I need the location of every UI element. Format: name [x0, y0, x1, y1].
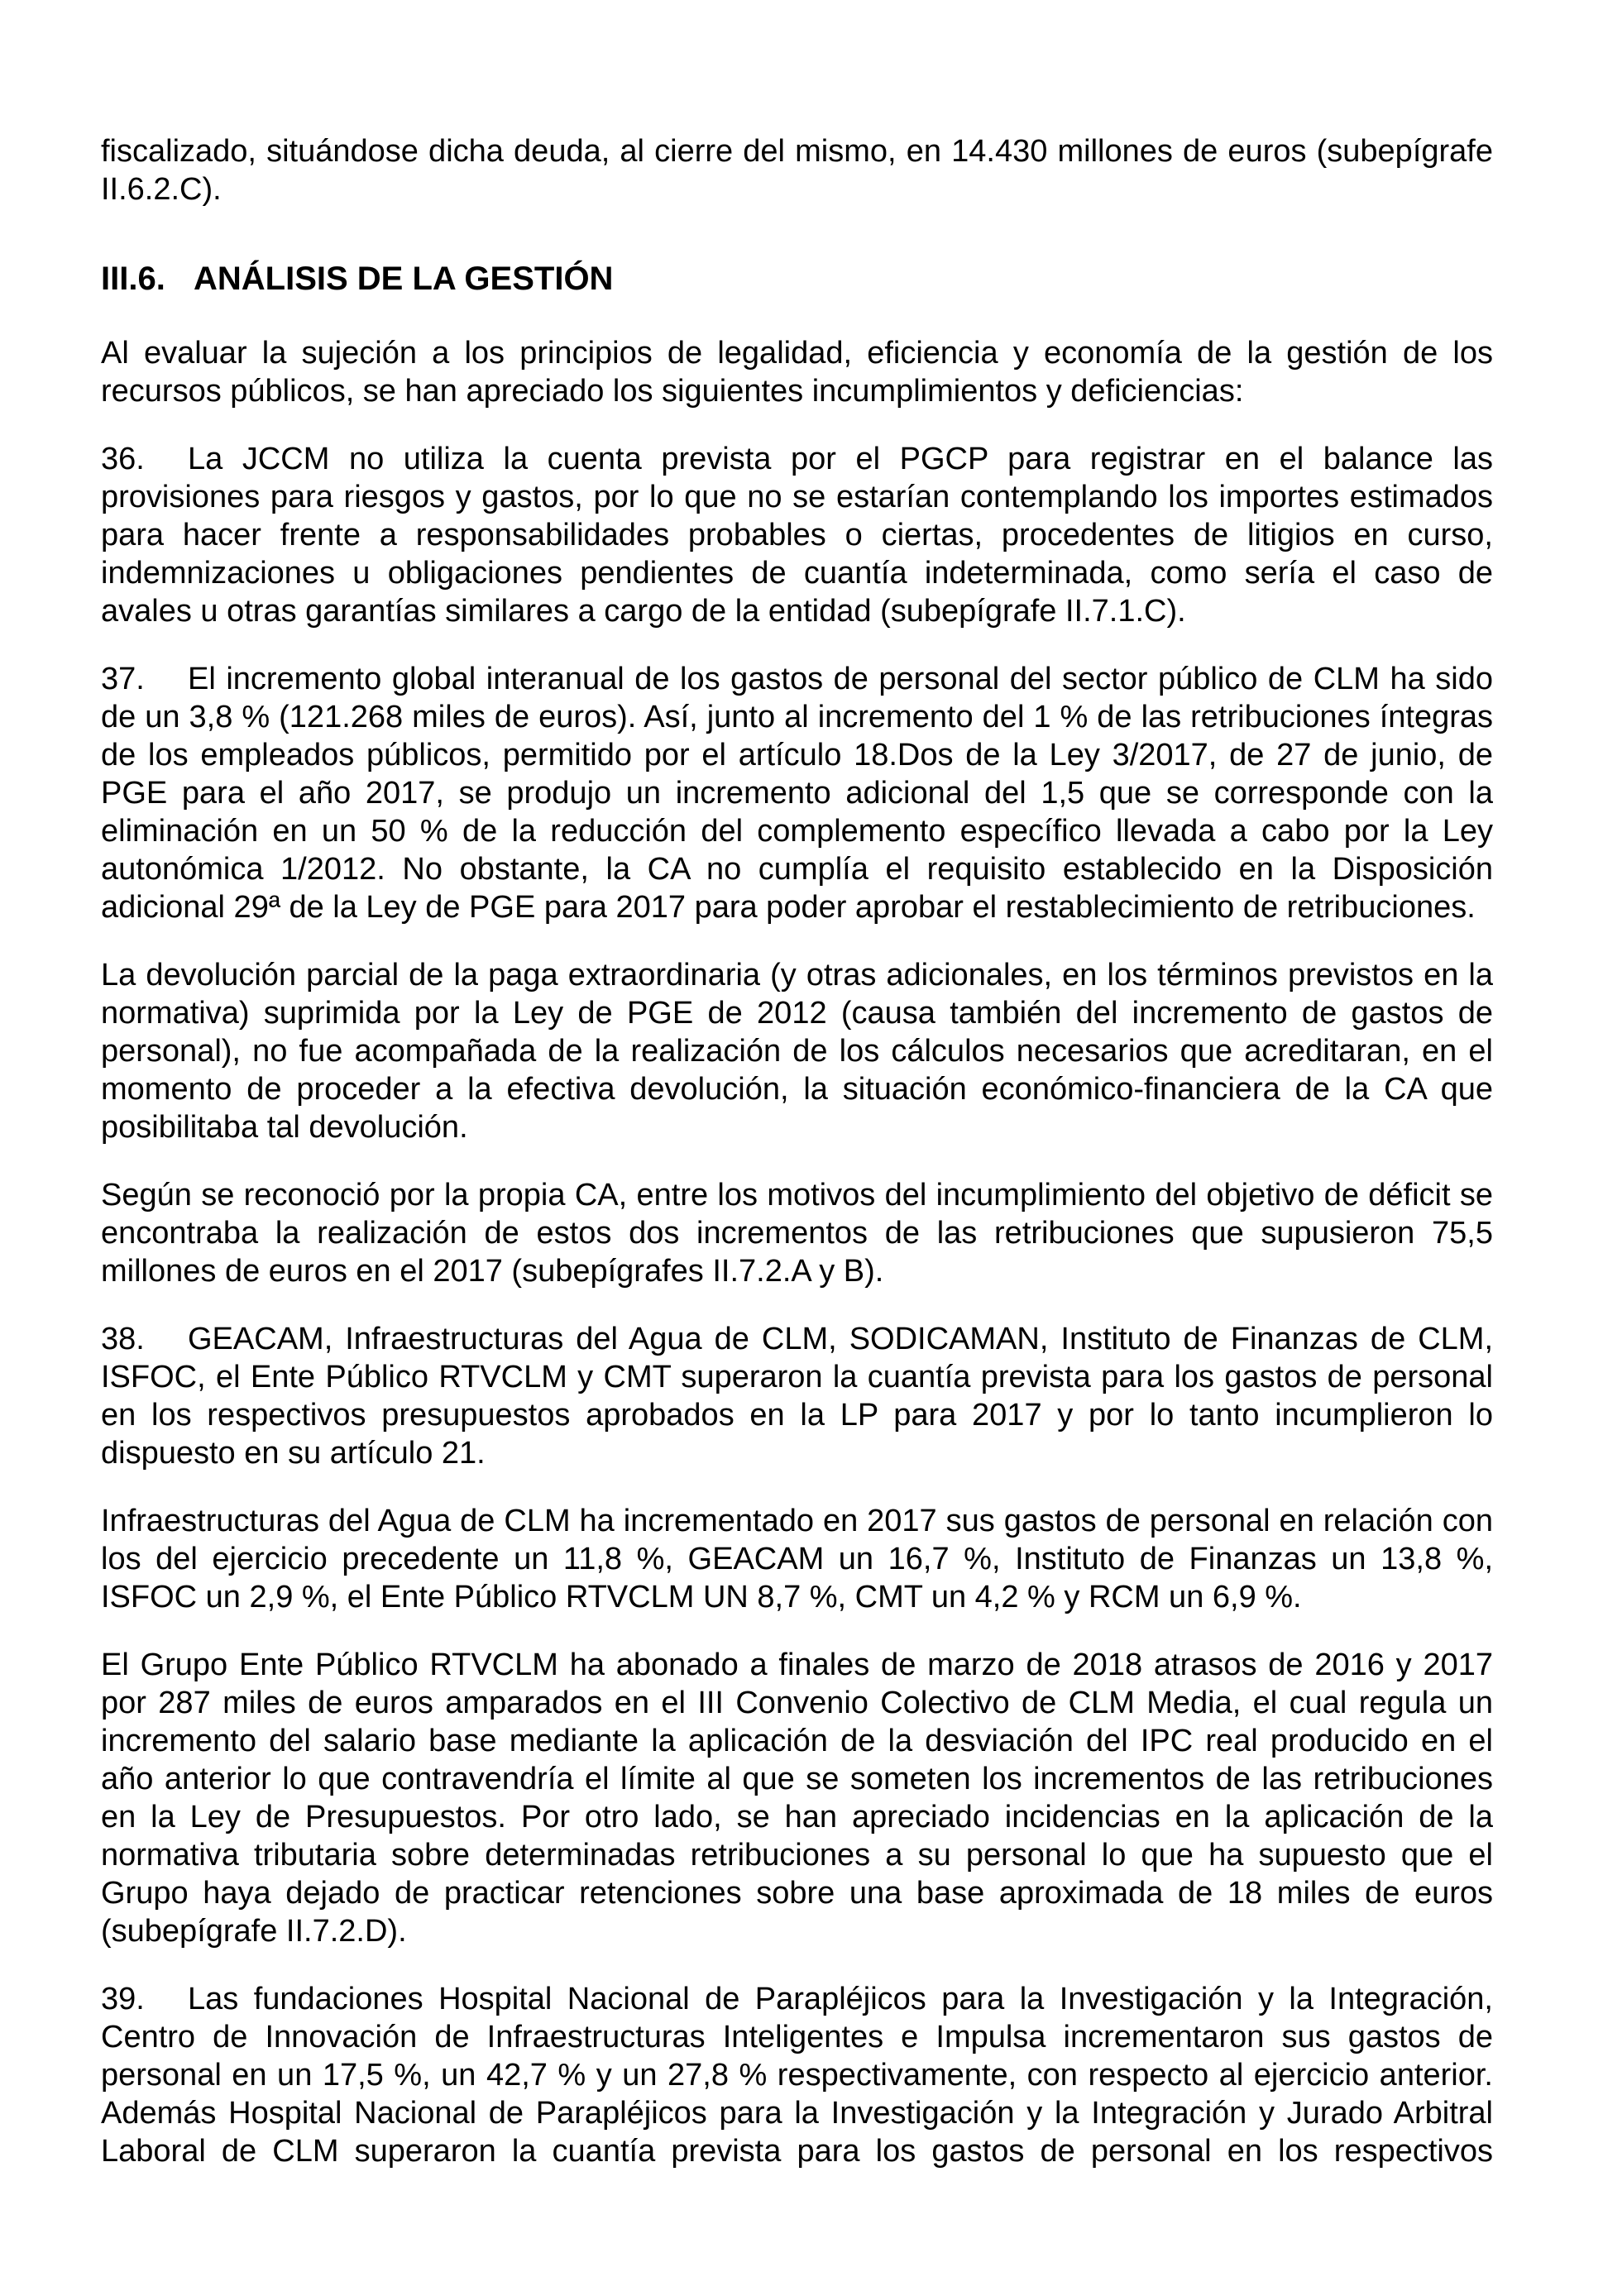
- paragraph-text: Las fundaciones Hospital Nacional de Parapléjicos para la Investigación y la Integración, Centro de Innovación de Infraestructuras Inteligentes e Impulsa incrementaron sus gastos de personal en un 17,5 %, un 42,7 % y un 27,8 % respectivamente, con respecto al ejercicio anterior. Además Hospital Nacional de Parapléjicos para la Investigación y la Integración y Jurado Arbitral Laboral de CLM superaron la cuantía prevista para los gastos de personal en los respectivos: [101, 1982, 1493, 2169]
- numbered-paragraph-39: [101, 1980, 1493, 2170]
- section-heading-number: III.6.: [101, 261, 165, 297]
- paragraph-number: 38.: [101, 1322, 145, 1356]
- paragraph-intro-continuation: [101, 132, 1493, 208]
- paragraph-devolucion: [101, 956, 1493, 1146]
- paragraph-segun: [101, 1176, 1493, 1290]
- section-heading-title: ANÁLISIS DE LA GESTIÓN: [194, 261, 614, 297]
- paragraph-text: GEACAM, Infraestructuras del Agua de CLM, SODICAMAN, Instituto de Finanzas de CLM, ISFOC, el Ente Público RTVCLM y CMT superaron la cuantía prevista para los gastos de personal en los respectivos presupuestos aprobados en la LP para 2017 y por lo tanto incumplieron lo dispuesto en su artículo 21.: [101, 1322, 1493, 1471]
- paragraph-number: 37.: [101, 662, 145, 696]
- numbered-paragraph-38: [101, 1320, 1493, 1472]
- paragraph-text: Al evaluar la sujeción a los principios de legalidad, eficiencia y economía de la gestión de los recursos públicos, se han apreciado los siguientes incumplimientos y deficiencias:: [101, 336, 1493, 409]
- paragraph-text: El incremento global interanual de los gastos de personal del sector público de CLM ha sido de un 3,8 % (121.268 miles de euros). Así, junto al incremento del 1 % de las retribuciones íntegras de los empleados públicos, permitido por el artículo 18.Dos de la Ley 3/2017, de 27 de junio, de PGE para el año 2017, se produjo un incremento adicional del 1,5 que se corresponde con la eliminación en un 50 % de la reducción del complemento específico llevada a cabo por la Ley autonómica 1/2012. No obstante, la CA no cumplía el requisito establecido en la Disposición adicional 29ª de la Ley de PGE para 2017 para poder aprobar el restablecimiento de retribuciones.: [101, 662, 1493, 925]
- paragraph-text: fiscalizado, situándose dicha deuda, al cierre del mismo, en 14.430 millones de euros (subepígrafe II.6.2.C).: [101, 134, 1493, 207]
- paragraph-text: El Grupo Ente Público RTVCLM ha abonado a finales de marzo de 2018 atrasos de 2016 y 2017 por 287 miles de euros amparados en el III Convenio Colectivo de CLM Media, el cual regula un incremento del salario base mediante la aplicación de la desviación del IPC real producido en el año anterior lo que contravendría el límite al que se someten los incrementos de las retribuciones en la Ley de Presupuestos. Por otro lado, se han apreciado incidencias en la aplicación de la normativa tributaria sobre determinadas retribuciones a su personal lo que ha supuesto que el Grupo haya dejado de practicar retenciones sobre una base aproximada de 18 miles de euros (subepígrafe II.7.2.D).: [101, 1648, 1493, 1949]
- paragraph-text: La devolución parcial de la paga extraordinaria (y otras adicionales, en los términos previstos en la normativa) suprimida por la Ley de PGE de 2012 (causa también del incremento de gastos de personal), no fue acompañada de la realización de los cálculos necesarios que acreditaran, en el momento de proceder a la efectiva devolución, la situación económico-financiera de la CA que posibilitaba tal devolución.: [101, 958, 1493, 1145]
- paragraph-infraestructuras: [101, 1502, 1493, 1616]
- paragraph-number: 36.: [101, 442, 145, 476]
- section-heading: [101, 260, 1493, 298]
- numbered-paragraph-37: [101, 660, 1493, 926]
- paragraph-number: 39.: [101, 1982, 145, 2016]
- paragraph-text: Infraestructuras del Agua de CLM ha incrementado en 2017 sus gastos de personal en relación con los del ejercicio precedente un 11,8 %, GEACAM un 16,7 %, Instituto de Finanzas un 13,8 %, ISFOC un 2,9 %, el Ente Público RTVCLM UN 8,7 %, CMT un 4,2 % y RCM un 6,9 %.: [101, 1504, 1493, 1614]
- paragraph-evaluation: [101, 334, 1493, 410]
- paragraph-text: Según se reconoció por la propia CA, entre los motivos del incumplimiento del objetivo de déficit se encontraba la realización de estos dos incrementos de las retribuciones que supusieron 75,5 millones de euros en el 2017 (subepígrafes II.7.2.A y B).: [101, 1178, 1493, 1289]
- numbered-paragraph-36: [101, 440, 1493, 630]
- paragraph-grupo-rtvclm: [101, 1646, 1493, 1950]
- paragraph-text: La JCCM no utiliza la cuenta prevista por el PGCP para registrar en el balance las provisiones para riesgos y gastos, por lo que no se estarían contemplando los importes estimados para hacer frente a responsabilidades probables o ciertas, procedentes de litigios en curso, indemnizaciones u obligaciones pendientes de cuantía indeterminada, como sería el caso de avales u otras garantías similares a cargo de la entidad (subepígrafe II.7.1.C).: [101, 442, 1493, 629]
